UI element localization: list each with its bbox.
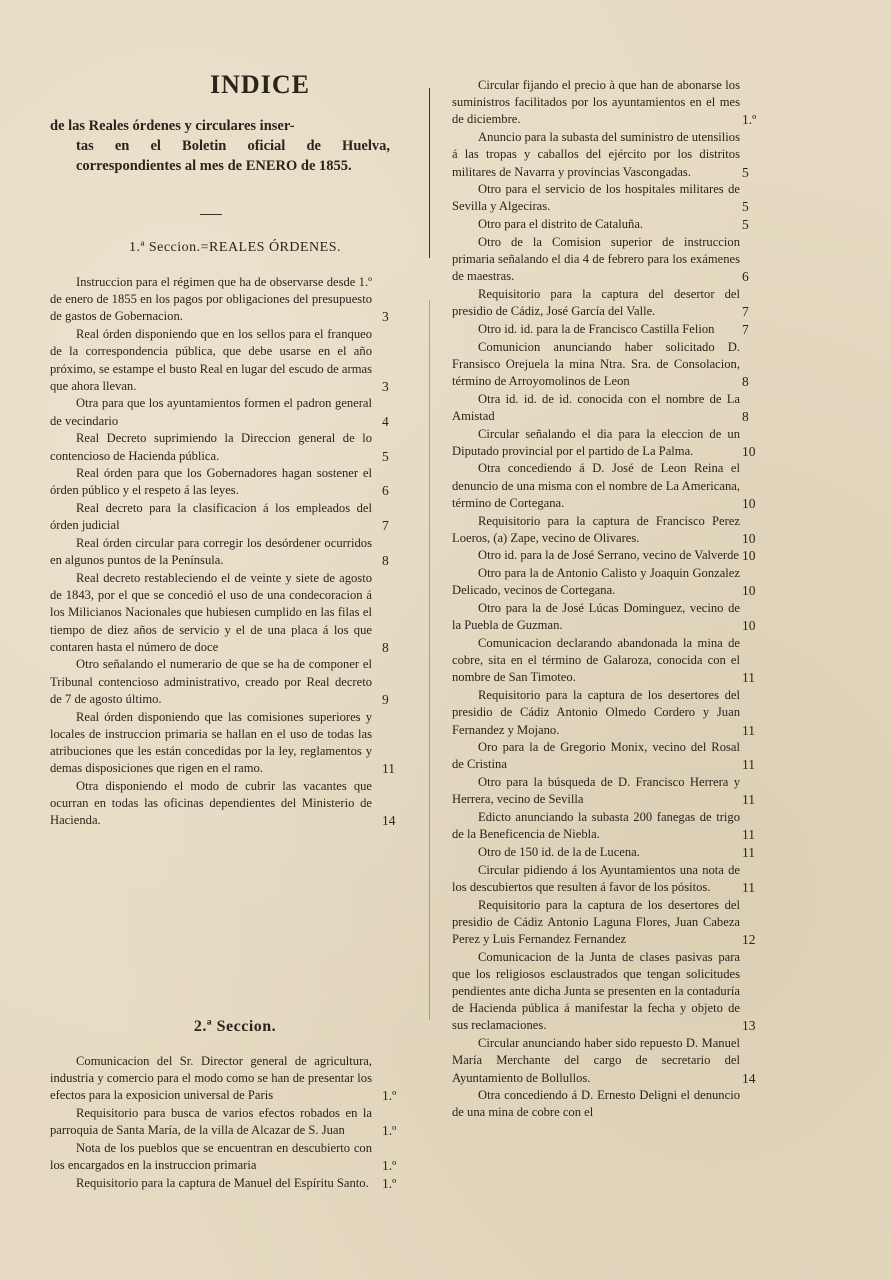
entry-text: Otro de la Comision superior de instruccion primaria señalando el dia 4 de febrero para los exámenes de maestras. bbox=[452, 234, 740, 284]
index-entry bbox=[452, 216, 804, 233]
entry-text: Circular señalando el dia para la eleccion de un Diputado provincial por el partido de La Palma. bbox=[452, 426, 740, 458]
entry-text: Anuncio para la subasta del suministro de utensilios á las tropas y caballos del ejército por los distritos militares de Navarra y provincias Vascongadas. bbox=[452, 130, 740, 179]
entry-page-number: 5 bbox=[742, 164, 749, 180]
section1-heading: 1.ª Seccion.=REALES ÓRDENES. bbox=[128, 240, 342, 255]
entry-text: Real órden circular para corregir los desórdener ocurridos en algunos puntos de la Península. bbox=[50, 536, 372, 568]
entry-text: Real decreto para la clasificacion á los empleados del órden judicial bbox=[50, 501, 372, 533]
index-entry bbox=[452, 77, 804, 129]
entry-text: Otro id. para la de José Serrano, vecino de Valverde bbox=[478, 548, 739, 563]
index-entry bbox=[50, 500, 420, 534]
index-entry bbox=[50, 395, 420, 429]
entry-text: Otro para el distrito de Cataluña. bbox=[478, 217, 644, 232]
entry-page-number: 5 bbox=[382, 448, 389, 464]
entry-page-number: 11 bbox=[742, 757, 755, 773]
entry-page-number: 9 bbox=[382, 691, 389, 707]
index-entry bbox=[50, 274, 420, 326]
entry-page-number: 7 bbox=[742, 321, 749, 337]
index-entry bbox=[50, 1140, 420, 1174]
entry-page-number: 8 bbox=[742, 373, 749, 389]
entry-text: Otra id. id. de id. conocida con el nombre de La Amistad bbox=[452, 391, 740, 423]
entry-text: Otra concediendo á D. Ernesto Deligni el denuncio de una mina de cobre con el bbox=[452, 1088, 740, 1120]
index-entry bbox=[452, 809, 804, 843]
entry-page-number: 1.º bbox=[382, 1158, 397, 1174]
index-entry bbox=[452, 897, 804, 949]
entry-page-number: 6 bbox=[742, 269, 749, 285]
entry-text: Comunicacion de la Junta de clases pasivas para que los religiosos esclaustrados que tengan solicitudes pendientes ante dicha Junta se presenten en la contaduría de Hacienda pública á manifestar la fecha y objeto de sus reclamaciones. bbox=[452, 949, 740, 1033]
entry-page-number: 7 bbox=[382, 518, 389, 534]
entry-text: Requisitorio para la captura de Manuel del Espíritu Santo. bbox=[76, 1175, 369, 1190]
entry-page-number: 8 bbox=[382, 553, 389, 569]
index-entry bbox=[452, 321, 804, 338]
entry-text: Requisitorio para la captura del desertor del presidio de Cádiz, José García del Valle. bbox=[452, 286, 740, 319]
index-entry bbox=[452, 234, 804, 286]
index-entry bbox=[50, 1175, 420, 1192]
entry-text: Real decreto restableciendo el de veinte y siete de agosto de 1843, por el que se concedió el uso de una condecoracion á los Milicianos Nacionales que hubiesen cumplido en las filas el tiempo de diez años de servicio y el de una placa á los que contaren hasta el número de doce bbox=[50, 570, 372, 654]
index-entry bbox=[50, 430, 420, 464]
index-entry bbox=[452, 844, 804, 861]
index-entry bbox=[452, 1087, 804, 1121]
entry-page-number: 8 bbox=[742, 408, 749, 424]
entry-page-number: 3 bbox=[382, 378, 389, 394]
index-entry bbox=[50, 1053, 420, 1105]
entry-page-number: 14 bbox=[742, 1070, 756, 1086]
entry-text: Comunicacion declarando abandonada la mina de cobre, sita en el término de Galaroza, conocida con el nombre de San Timoteo. bbox=[452, 636, 740, 685]
index-entry bbox=[452, 1035, 804, 1087]
entry-page-number: 11 bbox=[742, 722, 755, 738]
entry-text: Circular anunciando haber sido repuesto D. Manuel María Merchante del cargo de secretario del Ayuntamiento de Bollullos. bbox=[452, 1036, 740, 1085]
entry-page-number: 5 bbox=[742, 199, 749, 215]
entry-page-number: 12 bbox=[742, 931, 756, 947]
entry-text: Real Decreto suprimiendo la Direccion general de lo contencioso de Hacienda pública. bbox=[50, 431, 372, 463]
entry-page-number: 1.º bbox=[382, 1088, 397, 1104]
entry-page-number: 10 bbox=[742, 495, 756, 511]
entry-page-number: 10 bbox=[742, 583, 756, 599]
entry-page-number: 1.º bbox=[382, 1123, 397, 1139]
section2-entries bbox=[50, 1053, 420, 1193]
index-entry bbox=[452, 600, 804, 634]
entry-text: Otro señalando el numerario de que se ha de componer el Tribunal contencioso administrativo, creado por Real decreto de 7 de agosto último. bbox=[50, 657, 372, 706]
entry-page-number: 13 bbox=[742, 1018, 756, 1034]
subtitle bbox=[50, 116, 390, 176]
subtitle-line1: de las Reales órdenes y circulares inser- bbox=[50, 118, 295, 134]
short-rule bbox=[200, 214, 222, 215]
entry-page-number: 14 bbox=[382, 813, 396, 829]
entry-page-number: 1.º bbox=[742, 112, 757, 128]
index-entry bbox=[452, 391, 804, 425]
index-entry bbox=[50, 656, 420, 708]
entry-page-number: 7 bbox=[742, 304, 749, 320]
entry-text: Otro id. id. para la de Francisco Castilla Felion bbox=[478, 321, 715, 336]
entry-page-number: 10 bbox=[742, 530, 756, 546]
entry-page-number: 8 bbox=[382, 639, 389, 655]
index-entry bbox=[50, 465, 420, 499]
index-entry bbox=[452, 949, 804, 1035]
section1-entries bbox=[50, 274, 420, 830]
entry-text: Nota de los pueblos que se encuentran en descubierto con los encargados en la instruccion primaria bbox=[50, 1141, 372, 1173]
entry-page-number: 1.º bbox=[382, 1175, 397, 1191]
entry-page-number: 10 bbox=[742, 548, 756, 564]
entry-text: Requisitorio para la captura de los desertores del presidio de Cádiz Antonio Olmedo Cordero y Juan Fernandez y Mojano. bbox=[452, 688, 740, 737]
entry-page-number: 11 bbox=[742, 670, 755, 686]
entry-text: Otro para la de José Lúcas Dominguez, vecino de la Puebla de Guzman. bbox=[452, 601, 740, 633]
index-entry bbox=[50, 326, 420, 395]
entry-text: Requisitorio para busca de varios efectos robados en la parroquia de Santa María, de la villa de Alcazar de S. Juan bbox=[50, 1106, 372, 1138]
entry-page-number: 11 bbox=[382, 761, 395, 777]
entry-text: Otro para la búsqueda de D. Francisco Herrera y Herrera, vecino de Sevilla bbox=[452, 775, 740, 807]
section2-heading: 2.ª Seccion. bbox=[193, 1018, 277, 1035]
index-entry bbox=[50, 709, 420, 778]
index-entry bbox=[452, 129, 804, 181]
entry-text: Comunicacion del Sr. Director general de agricultura, industria y comercio para el modo como se han de presentar los efectos para la exposicion universal de Paris bbox=[50, 1054, 372, 1103]
entry-text: Otra para que los ayuntamientos formen el padron general de vecindario bbox=[50, 396, 372, 428]
page-title: INDICE bbox=[210, 70, 310, 99]
entry-page-number: 11 bbox=[742, 844, 755, 860]
entry-text: Otro de 150 id. de la de Lucena. bbox=[478, 844, 640, 859]
index-entry bbox=[452, 286, 804, 320]
index-entry bbox=[452, 862, 804, 896]
column-divider bbox=[429, 88, 430, 258]
index-entry bbox=[50, 1105, 420, 1139]
entry-text: Instruccion para el régimen que ha de observarse desde 1.º de enero de 1855 en los pagos por obligaciones del presupuesto de gastos de Gobernacion. bbox=[50, 275, 372, 324]
entry-text: Circular pidiendo á los Ayuntamientos una nota de los descubiertos que resulten á favor de los pósitos. bbox=[452, 862, 740, 894]
subtitle-rest: tas en el Boletin oficial de Huelva, correspondientes al mes de ENERO de 1855. bbox=[76, 138, 390, 174]
index-entry bbox=[50, 535, 420, 569]
index-entry bbox=[452, 339, 804, 391]
entry-page-number: 11 bbox=[742, 792, 755, 808]
index-entry bbox=[452, 426, 804, 460]
index-entry bbox=[452, 739, 804, 773]
entry-page-number: 11 bbox=[742, 827, 755, 843]
index-entry bbox=[452, 513, 804, 547]
entry-text: Otro para la de Antonio Calisto y Joaquin Gonzalez Delicado, vecinos de Cortegana. bbox=[452, 566, 740, 598]
entry-text: Comunicion anunciando haber solicitado D. Fransisco Orejuela la mina Ntra. Sra. de Consolacion, término de Arroyomolinos de Leon bbox=[452, 339, 740, 388]
index-entry bbox=[50, 778, 420, 830]
entry-text: Otra concediendo á D. José de Leon Reina el denuncio de una misma con el nombre de La Americana, término de Cortegana. bbox=[452, 461, 740, 510]
index-entry bbox=[50, 570, 420, 656]
index-entry bbox=[452, 635, 804, 687]
entry-text: Otra disponiendo el modo de cubrir las vacantes que ocurran en todas las oficinas dependientes del Ministerio de Hacienda. bbox=[50, 778, 372, 828]
entry-text: Oro para la de Gregorio Monix, vecino del Rosal de Cristina bbox=[452, 740, 740, 772]
entry-page-number: 3 bbox=[382, 309, 389, 325]
entry-text: Real órden disponiendo que en los sellos para el franqueo de la correspondencia pública, que debe usarse en el año próximo, se estampe el busto Real en lugar del escudo de armas que ahora llevan. bbox=[50, 327, 372, 393]
entry-page-number: 10 bbox=[742, 443, 756, 459]
entry-page-number: 6 bbox=[382, 483, 389, 499]
index-entry bbox=[452, 774, 804, 808]
index-entry bbox=[452, 547, 804, 564]
right-entries bbox=[452, 77, 804, 1122]
index-entry bbox=[452, 687, 804, 739]
entry-page-number: 4 bbox=[382, 413, 389, 429]
index-entry bbox=[452, 460, 804, 512]
entry-page-number: 10 bbox=[742, 618, 756, 634]
entry-text: Requisitorio para la captura de Francisco Perez Loeros, (a) Zape, vecino de Olivares. bbox=[452, 513, 740, 545]
entry-text: Otro para el servicio de los hospitales militares de Sevilla y Algeciras. bbox=[452, 182, 740, 214]
entry-page-number: 11 bbox=[742, 879, 755, 895]
column-divider-faint bbox=[429, 300, 430, 1020]
entry-page-number: 5 bbox=[742, 217, 749, 233]
entry-text: Edicto anunciando la subasta 200 fanegas de trigo de la Beneficencia de Niebla. bbox=[452, 810, 740, 842]
entry-text: Real órden para que los Gobernadores hagan sostener el órden público y el respeto á las leyes. bbox=[50, 466, 372, 498]
index-entry bbox=[452, 181, 804, 215]
index-entry bbox=[452, 565, 804, 599]
entry-text: Requisitorio para la captura de los desertores del presidio de Cádiz Antonio Laguna Flores, Juan Cabeza Perez y Luis Fernandez Fernandez bbox=[452, 897, 740, 946]
entry-text: Real órden disponiendo que las comisiones superiores y locales de instruccion primaria se hallan en el uso de todas las atribuciones que les están concedidas por la ley, reglamentos y demas disposiciones que rigen en el ramo. bbox=[50, 709, 372, 776]
entry-text: Circular fijando el precio à que han de abonarse los suministros facilitados por los ayuntamientos en el mes de diciembre. bbox=[452, 78, 740, 127]
